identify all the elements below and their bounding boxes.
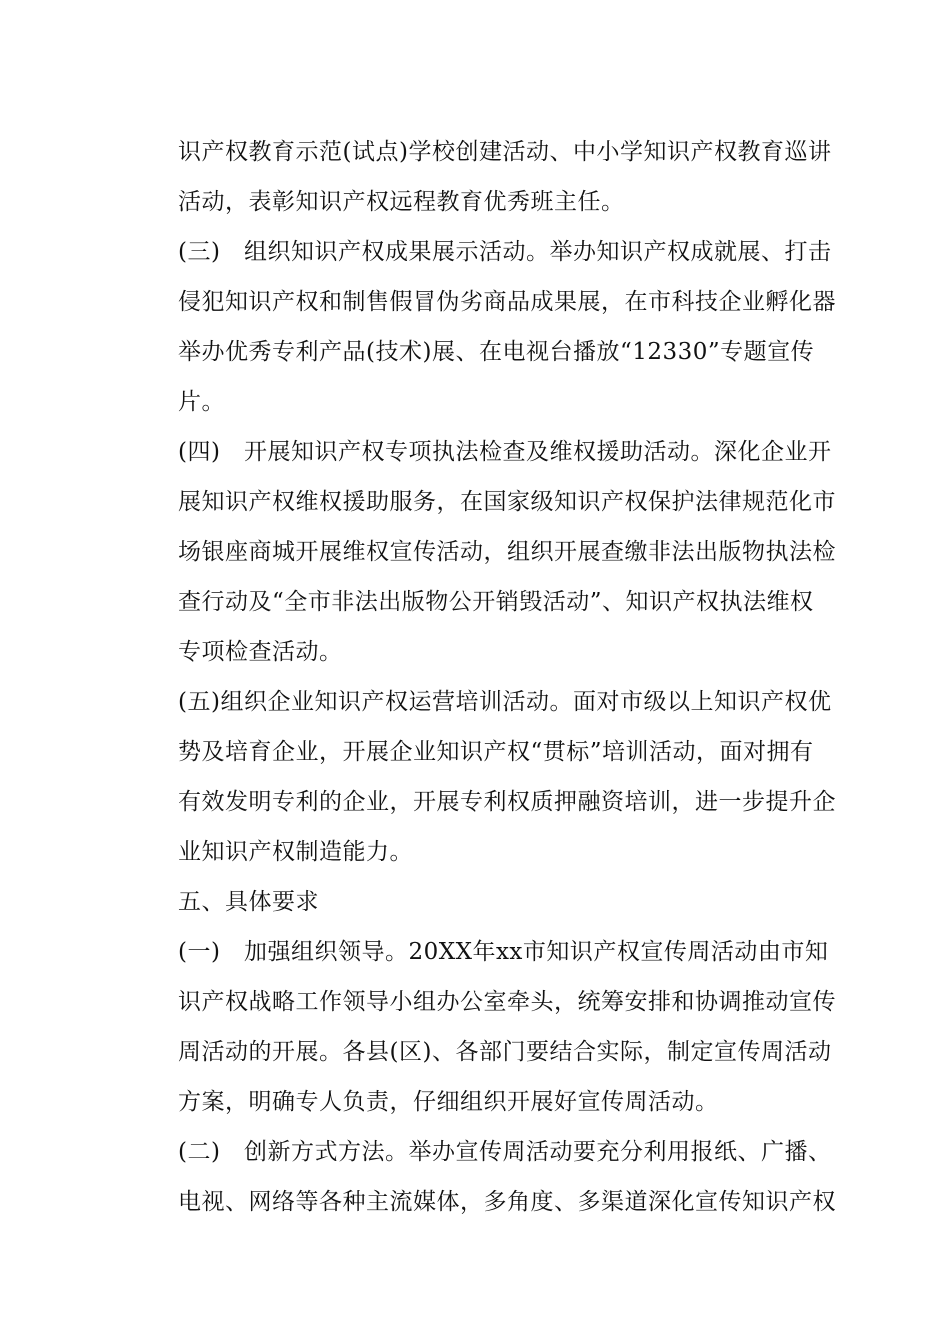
text-line: 周活动的开展。各县(区)、各部门要结合实际，制定宣传周活动 bbox=[178, 1039, 832, 1065]
text-line: 识产权教育示范(试点)学校创建活动、中小学知识产权教育巡讲 bbox=[178, 139, 832, 165]
text-line: 识产权战略工作领导小组办公室牵头，统筹安排和协调推动宣传 bbox=[178, 989, 836, 1015]
text-line: 电视、网络等各种主流媒体，多角度、多渠道深化宣传知识产权 bbox=[178, 1189, 836, 1215]
text-line: (三) 组织知识产权成果展示活动。举办知识产权成就展、打击 bbox=[178, 239, 832, 265]
text-line: 方案，明确专人负责，仔细组织开展好宣传周活动。 bbox=[178, 1089, 719, 1115]
text-line: (一) 加强组织领导。20XX年xx市知识产权宣传周活动由市知 bbox=[178, 939, 829, 965]
text-line: 活动，表彰知识产权远程教育优秀班主任。 bbox=[178, 189, 625, 215]
text-line: (二) 创新方式方法。举办宣传周活动要充分利用报纸、广播、 bbox=[178, 1139, 832, 1165]
text-line: 举办优秀专利产品(技术)展、在电视台播放“12330”专题宣传 bbox=[178, 339, 815, 365]
section-heading: 五、具体要求 bbox=[178, 889, 319, 915]
text-line: (五)组织企业知识产权运营培训活动。面对市级以上知识产权优 bbox=[178, 689, 832, 715]
text-line: 场银座商城开展维权宣传活动，组织开展查缴非法出版物执法检 bbox=[178, 539, 836, 565]
text-line: 有效发明专利的企业，开展专利权质押融资培训，进一步提升企 bbox=[178, 789, 836, 815]
text-line: 专项检查活动。 bbox=[178, 639, 343, 665]
text-line: 展知识产权维权援助服务，在国家级知识产权保护法律规范化市 bbox=[178, 489, 836, 515]
text-line: 势及培育企业，开展企业知识产权“贯标”培训活动，面对拥有 bbox=[178, 739, 814, 765]
text-line: 查行动及“全市非法出版物公开销毁活动”、知识产权执法维权 bbox=[178, 589, 814, 615]
text-line: 业知识产权制造能力。 bbox=[178, 839, 413, 865]
text-line: 片。 bbox=[178, 389, 225, 415]
text-line: 侵犯知识产权和制售假冒伪劣商品成果展，在市科技企业孵化器 bbox=[178, 289, 836, 315]
text-line: (四) 开展知识产权专项执法检查及维权援助活动。深化企业开 bbox=[178, 439, 832, 465]
